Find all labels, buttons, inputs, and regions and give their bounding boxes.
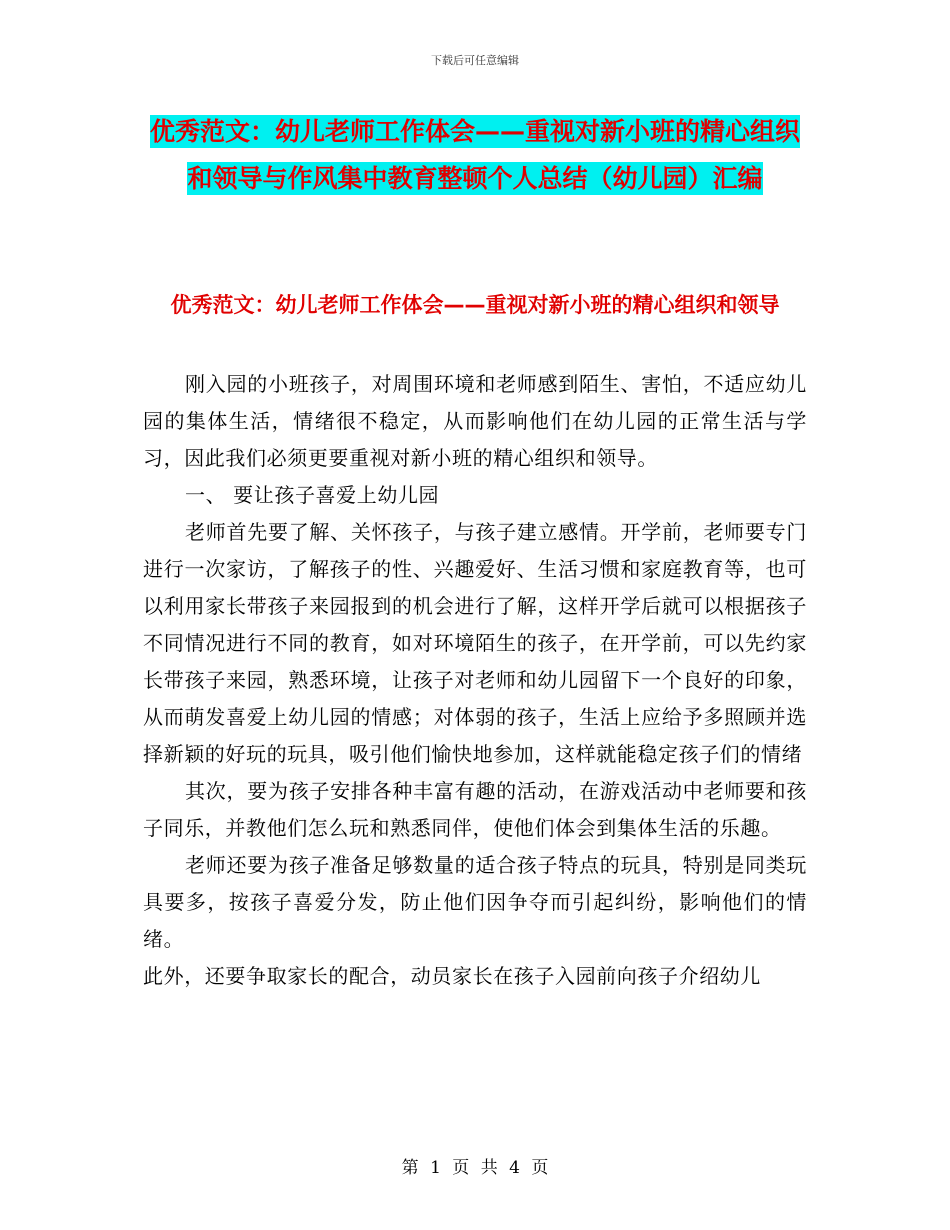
- paragraph: 刚入园的小班孩子，对周围环境和老师感到陌生、害怕，不适应幼儿园的集体生活，情绪很不稳定，从而影响他们在幼儿园的正常生活与学习，因此我们必须更要重视对新小班的精心组织和领导。: [143, 372, 807, 470]
- document-title: [143, 108, 807, 202]
- page-header-note: 下载后可任意编辑: [431, 54, 519, 67]
- paragraph: 其次，要为孩子安排各种丰富有趣的活动，在游戏活动中老师要和孩子同乐，并教他们怎么玩和熟悉同伴，使他们体会到集体生活的乐趣。: [143, 779, 807, 840]
- paragraph: 老师首先要了解、关怀孩子，与孩子建立感情。开学前，老师要专门进行一次家访，了解孩子的性、兴趣爱好、生活习惯和家庭教育等，也可以利用家长带孩子来园报到的机会进行了解，这样开学后就可以根据孩子不同情况进行不同的教育，如对环境陌生的孩子，在开学前，可以先约家长带孩子来园，熟悉环境，让孩子对老师和幼儿园留下一个良好的印象，从而萌发喜爱上幼儿园的情感；对体弱的孩子，生活上应给予多照顾并选择新颖的好玩的玩具，吸引他们愉快地参加，这样就能稳定孩子们的情绪: [143, 520, 807, 766]
- document-body: [143, 366, 807, 995]
- document-title-text: 优秀范文：幼儿老师工作体会——重视对新小班的精心组织和领导与作风集中教育整顿个人总结（幼儿园）汇编: [149, 117, 800, 193]
- paragraph: 老师还要为孩子准备足够数量的适合孩子特点的玩具，特别是同类玩具要多，按孩子喜爱分发，防止他们因争夺而引起纠纷，影响他们的情绪。: [143, 853, 807, 951]
- section-heading: 一、 要让孩子喜爱上幼儿园: [185, 483, 440, 507]
- section-title: 优秀范文：幼儿老师工作体会——重视对新小班的精心组织和领导: [170, 293, 780, 317]
- page-footer: 第 1 页 共 4 页: [401, 1158, 549, 1178]
- paragraph: 此外，还要争取家长的配合，动员家长在孩子入园前向孩子介绍幼儿: [143, 964, 761, 988]
